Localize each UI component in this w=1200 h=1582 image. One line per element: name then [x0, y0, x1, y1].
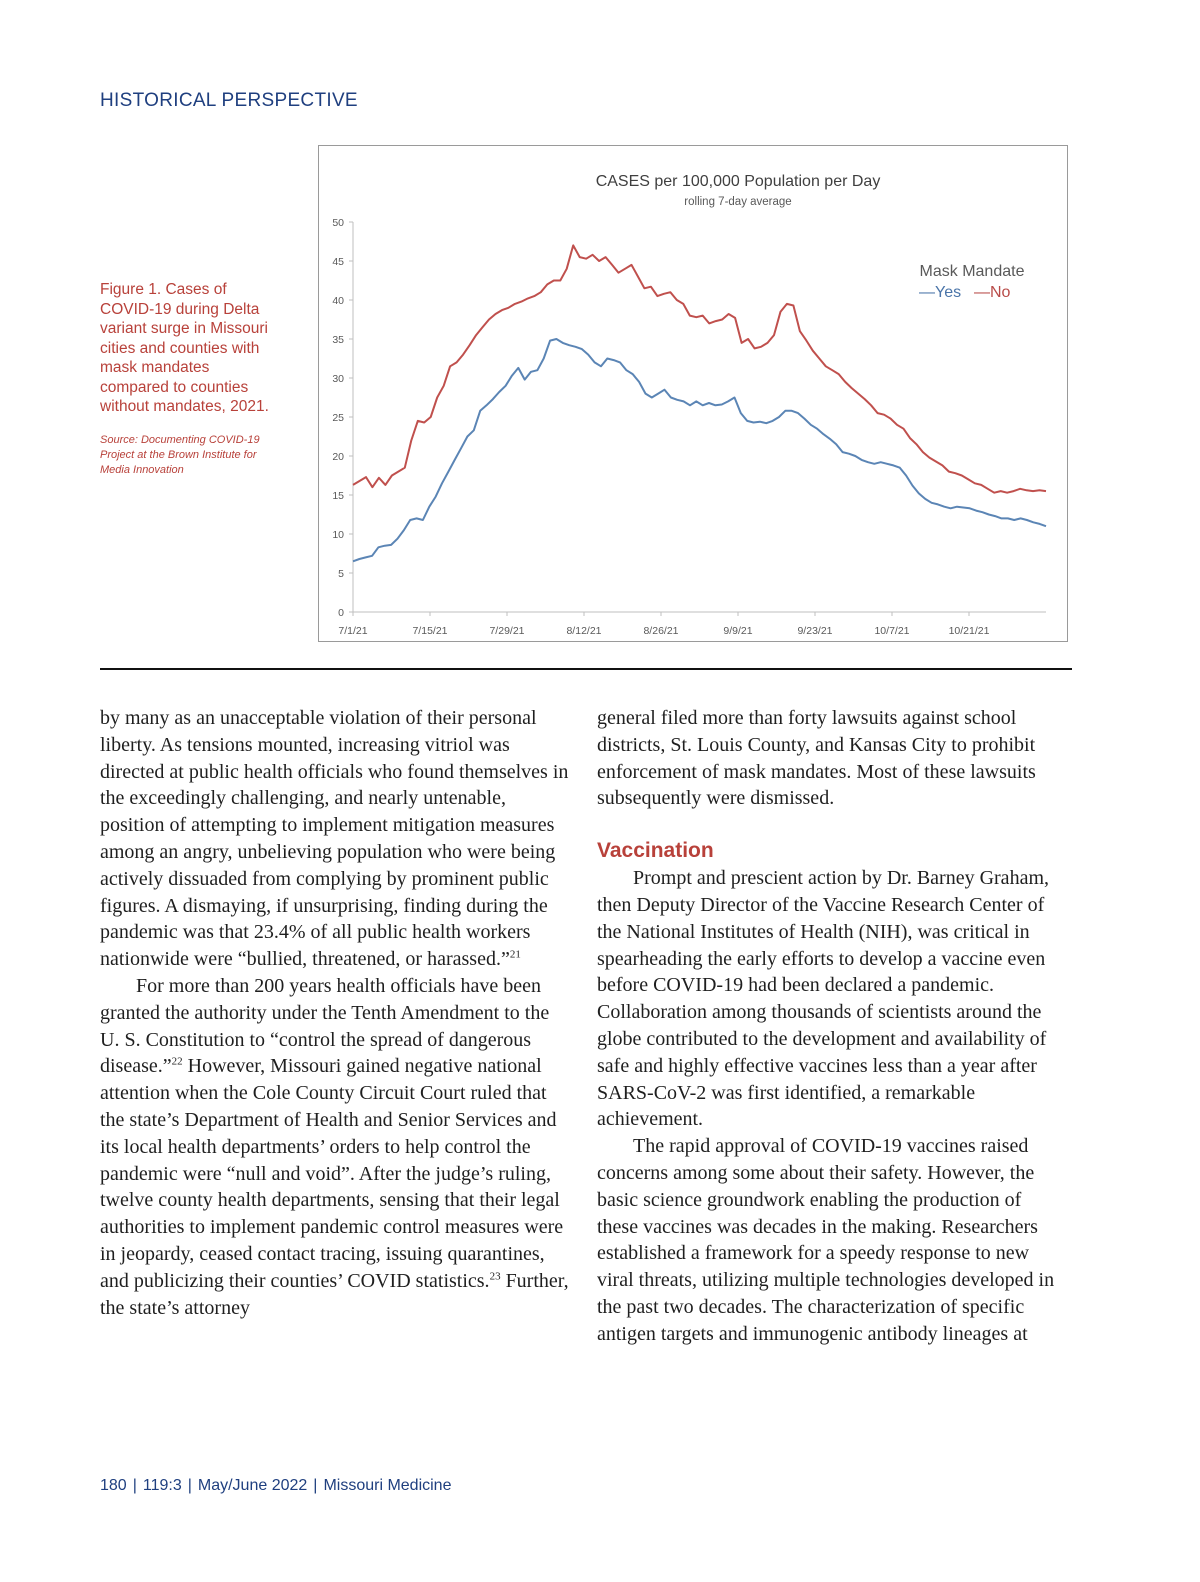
chart-title: CASES per 100,000 Population per Day	[595, 173, 881, 190]
y-tick-label: 0	[338, 607, 344, 619]
series-line-yes	[353, 339, 1046, 561]
x-tick-label: 9/23/21	[797, 625, 833, 637]
chart-axes	[332, 217, 1046, 637]
x-tick-label: 7/29/21	[489, 625, 525, 637]
y-tick-label: 30	[332, 373, 344, 385]
journal-name: Missouri Medicine	[323, 1477, 452, 1494]
citation-21: 21	[509, 948, 521, 961]
x-tick-label: 8/12/21	[566, 625, 602, 637]
y-tick-label: 15	[332, 490, 344, 502]
legend	[919, 284, 1011, 301]
x-tick-label: 10/21/21	[948, 625, 990, 637]
chart-subtitle: rolling 7-day average	[684, 196, 792, 208]
paragraph-text: Further, the state’s attorney	[100, 1269, 569, 1319]
issue-number: 119:3	[142, 1477, 182, 1494]
y-tick-label: 45	[332, 256, 344, 268]
body-column-left	[100, 705, 570, 1321]
paragraph-text: However, Missouri gained negative national attention when the Cole County Circuit Court ruled that the state’s Department of Health and Senior Services and its local health departments’ orders to help control the pandemic were “null and void”. After the judge’s ruling, twelve county health departments, sensing that their legal authorities to implement pandemic control measures were in jeopardy, ceased contact tracing, issuing quarantines, and publicizing their counties’ COVID statistics.	[100, 1055, 564, 1292]
figure-caption-text: Figure 1. Cases of COVID-19 during Delta variant surge in Missouri cities and counties with mask mandates compared to counties without mandates, 2021.	[100, 281, 269, 415]
citation-23: 23	[489, 1270, 501, 1283]
paragraph-vaccine-research: Prompt and prescient action by Dr. Barney Graham, then Deputy Director of the Vaccine Research Center of the National Institutes of Health (NIH), was critical in spearheading the early efforts to develop a vaccine even before COVID-19 had been declared a pandemic. Collaboration among thousands of scientists around the globe contributed to the development and availability of safe and highly effective vaccines less than a year after SARS-CoV-2 was first identified, a remarkable achievement.	[597, 867, 1049, 1131]
y-tick-label: 35	[332, 334, 344, 346]
issue-date: May/June 2022	[197, 1477, 308, 1494]
y-tick-label: 5	[338, 568, 344, 580]
line-chart	[319, 146, 1069, 643]
chart-figure	[318, 145, 1068, 642]
y-tick-label: 20	[332, 451, 344, 463]
paragraph-liberty	[100, 705, 570, 973]
x-tick-label: 8/26/21	[643, 625, 679, 637]
x-tick-label: 7/15/21	[412, 625, 448, 637]
x-tick-label: 7/1/21	[338, 625, 368, 637]
vaccination-heading: Vaccination	[597, 839, 714, 863]
x-tick-label: 9/9/21	[723, 625, 753, 637]
body-column-right	[597, 705, 1067, 1348]
y-tick-label: 10	[332, 529, 344, 541]
y-tick-label: 50	[332, 217, 344, 229]
paragraph-text: For more than 200 years health officials have been granted the authority under the Tenth Amendment to the U. S. Constitution to “control the spread of dangerous disease.”	[100, 974, 550, 1078]
legend-title: Mask Mandate	[919, 263, 1025, 280]
paragraph-vaccine-approval: The rapid approval of COVID-19 vaccines raised concerns among some about their safety. However, the basic science groundwork enabling the production of these vaccines was decades in the making. Researchers established a framework for a speedy response to new viral threats, utilizing multiple technologies developed in the past two decades. The characterization of specific antigen targets and immunogenic antibody lineages at	[597, 1135, 1055, 1345]
legend-entry-no: —No	[974, 284, 1011, 301]
legend-label-yes: Yes	[935, 284, 962, 301]
x-tick-label: 10/7/21	[874, 625, 910, 637]
figure-caption	[100, 280, 280, 478]
legend-entry-yes: —Yes	[919, 284, 962, 301]
y-tick-label: 25	[332, 412, 344, 424]
paragraph-text: by many as an unacceptable violation of their personal liberty. As tensions mounted, increasing vitriol was directed at public health officials who found themselves in the exceedingly challenging, and nearly untenable, position of attempting to implement mitigation measures among an angry, unbelieving population who were being actively dissuaded from complying by prominent public figures. A dismaying, if unsurprising, finding during the pandemic was that 23.4% of all public health workers nationwide were “bullied, threatened, or harassed.”	[100, 707, 569, 971]
section-label: HISTORICAL PERSPECTIVE	[100, 90, 358, 111]
legend-label-no: No	[990, 284, 1011, 301]
paragraph-lawsuits: general filed more than forty lawsuits against school districts, St. Louis County, and Kansas City to prohibit enforcement of mask mandates. Most of these lawsuits subsequently were dismissed.	[597, 707, 1036, 810]
y-tick-label: 40	[332, 295, 344, 307]
paragraph-authority	[100, 973, 570, 1321]
citation-22: 22	[171, 1055, 183, 1068]
page-number: 180	[100, 1477, 127, 1494]
figure-source: Source: Documenting COVID-19 Project at the Brown Institute for Media Innovation	[100, 433, 260, 476]
page-footer: 180 | 119:3 | May/June 2022 | Missouri Medicine	[100, 1477, 452, 1494]
section-divider	[100, 668, 1072, 670]
